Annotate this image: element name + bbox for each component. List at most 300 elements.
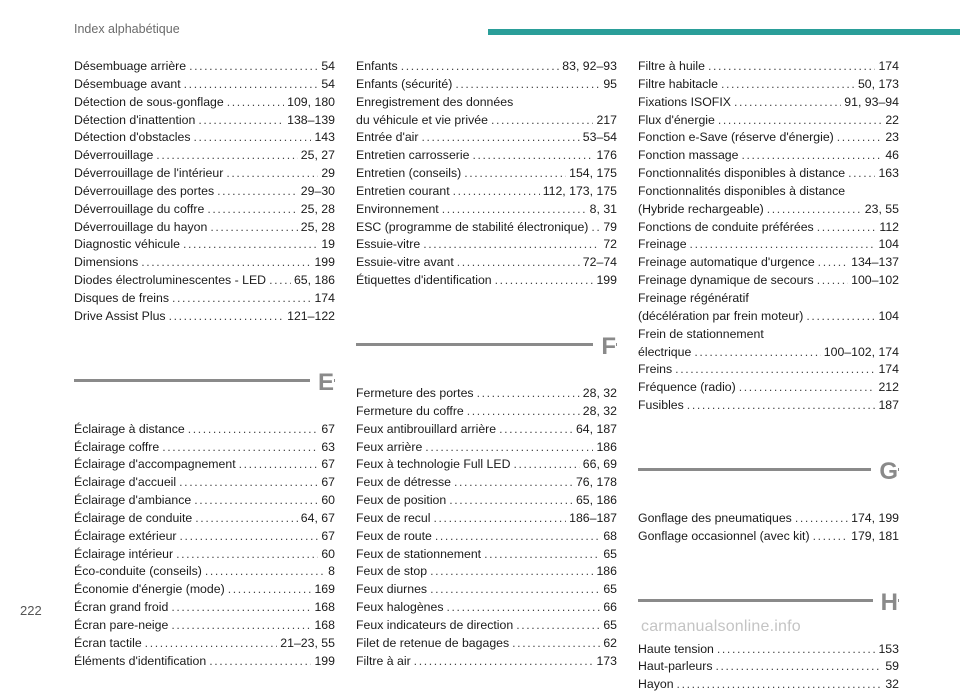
dot-leader	[227, 94, 284, 112]
dot-leader	[453, 183, 540, 201]
entry-term: Écran tactile	[74, 635, 142, 650]
entry-term: électrique	[638, 344, 692, 359]
entry-pages[interactable]: 54	[321, 59, 335, 73]
section-rule	[638, 599, 899, 602]
dot-leader	[442, 201, 587, 219]
entry-term: Étiquettes d'identification	[356, 273, 492, 288]
entry-term: Drive Assist Plus	[74, 308, 166, 323]
section-rule	[74, 379, 335, 382]
entry-pages[interactable]: 179, 181	[851, 528, 899, 543]
index-entry	[356, 474, 617, 492]
entry-pages[interactable]: 67	[321, 421, 335, 436]
entry-pages[interactable]: 22	[885, 112, 899, 127]
entry-pages[interactable]: 65	[603, 546, 617, 561]
dot-leader	[484, 546, 600, 564]
index-entry	[356, 385, 617, 403]
entry-term: Fusibles	[638, 398, 684, 413]
dot-leader	[734, 94, 841, 112]
entry-pages[interactable]: 174	[878, 362, 899, 377]
entry-term: Gonflage des pneumatiques	[638, 510, 792, 525]
dot-leader	[401, 58, 560, 76]
index-entry	[356, 183, 617, 201]
index-entry	[74, 510, 335, 528]
entry-pages[interactable]: 64, 187	[575, 421, 617, 436]
index-entry	[356, 563, 617, 581]
dot-leader	[198, 112, 284, 130]
index-entry	[356, 546, 617, 564]
entry-pages[interactable]: 143	[314, 130, 335, 145]
entry-pages[interactable]: 154, 175	[569, 166, 617, 181]
index-column-2	[356, 58, 617, 670]
index-entry	[638, 58, 899, 76]
index-entry	[74, 254, 335, 272]
index-entry-continued: Freinage régénératif	[638, 290, 749, 305]
index-entry	[638, 219, 899, 237]
entry-pages[interactable]: 72–74	[582, 255, 617, 270]
section-rule	[356, 343, 617, 346]
dot-leader	[708, 58, 875, 76]
index-entry	[74, 308, 335, 326]
section-letter: F	[593, 323, 616, 371]
dot-leader	[677, 676, 883, 694]
index-entry	[638, 308, 899, 326]
entry-pages[interactable]: 29	[321, 166, 335, 181]
entry-pages[interactable]: 173	[596, 653, 617, 668]
entry-pages[interactable]: 217	[596, 112, 617, 127]
entry-pages[interactable]: 28, 32	[582, 385, 617, 400]
entry-term: Essuie-vitre	[356, 237, 421, 252]
dot-leader	[739, 379, 876, 397]
dot-leader	[425, 439, 593, 457]
entry-term: Éco-conduite (conseils)	[74, 564, 202, 579]
index-entry-continued: Enregistrement des données	[356, 94, 514, 109]
dot-leader	[188, 421, 319, 439]
index-entry	[356, 254, 617, 272]
entry-term: Filet de retenue de bagages	[356, 635, 510, 650]
index-entry	[638, 528, 899, 546]
dot-leader	[454, 474, 573, 492]
entry-term: Feux halogènes	[356, 600, 444, 615]
index-entry	[74, 474, 335, 492]
index-entry	[638, 658, 899, 676]
index-entry	[356, 456, 617, 474]
index-entry	[74, 94, 335, 112]
index-entry	[638, 112, 899, 130]
index-entry	[74, 272, 335, 290]
entry-term: Feux de stop	[356, 564, 428, 579]
entry-pages[interactable]: 29–30	[300, 183, 335, 198]
entry-term: (Hybride rechargeable)	[638, 201, 764, 216]
section-letter: E	[310, 359, 334, 407]
entry-term: Fermeture du coffre	[356, 403, 464, 418]
entry-term: Filtre à huile	[638, 59, 705, 73]
entry-term: Détection de sous-gonflage	[74, 94, 224, 109]
entry-term: Fixations ISOFIX	[638, 94, 731, 109]
dot-leader	[848, 165, 875, 183]
dot-leader	[172, 290, 311, 308]
entry-term: Déverrouillage	[74, 148, 154, 163]
dot-leader	[467, 403, 580, 421]
index-entry	[638, 397, 899, 415]
dot-leader	[718, 112, 882, 130]
entry-pages[interactable]: 109, 180	[287, 94, 335, 109]
entry-pages[interactable]: 68	[603, 528, 617, 543]
index-entry	[74, 183, 335, 201]
dot-leader	[516, 617, 600, 635]
entry-pages[interactable]: 176	[596, 148, 617, 163]
index-entry	[356, 510, 617, 528]
entry-term: Fonctionnalités disponibles à distance	[638, 166, 846, 181]
entry-term: Économie d'énergie (mode)	[74, 582, 225, 597]
index-entry	[74, 492, 335, 510]
entry-term: Feux antibrouillard arrière	[356, 421, 497, 436]
index-entry	[356, 617, 617, 635]
dot-leader	[145, 635, 278, 653]
entry-term: Entrée d'air	[356, 130, 419, 145]
entry-term: Éclairage extérieur	[74, 528, 177, 543]
entry-term: Fonction e-Save (réserve d'énergie)	[638, 130, 834, 145]
entry-term: Feux à technologie Full LED	[356, 457, 511, 472]
index-entry	[638, 272, 899, 290]
index-entry-continued: Fonctionnalités disponibles à distance	[638, 183, 846, 198]
entry-pages[interactable]: 163	[878, 166, 899, 181]
dot-leader	[434, 510, 567, 528]
entry-term: Déverrouillage de l'intérieur	[74, 166, 224, 181]
section-letter: H	[873, 579, 898, 627]
entry-pages[interactable]: 212	[878, 380, 899, 395]
entry-pages[interactable]: 53–54	[582, 130, 617, 145]
entry-pages[interactable]: 8	[328, 564, 335, 579]
section-header-f	[356, 321, 617, 371]
dot-leader	[767, 201, 862, 219]
entry-term: Feux de position	[356, 493, 447, 508]
dot-leader	[721, 76, 855, 94]
entry-pages[interactable]: 21–23, 55	[280, 635, 335, 650]
section-letter: G	[871, 448, 898, 496]
entry-pages[interactable]: 168	[314, 617, 335, 632]
entry-pages[interactable]: 199	[596, 273, 617, 288]
entry-term: Écran pare-neige	[74, 617, 169, 632]
entry-pages[interactable]: 104	[878, 237, 899, 252]
dot-leader	[205, 563, 325, 581]
entry-term: Haut-parleurs	[638, 659, 713, 674]
dot-leader	[716, 658, 883, 676]
index-entry	[74, 599, 335, 617]
entry-pages[interactable]: 60	[321, 546, 335, 561]
dot-leader	[472, 147, 593, 165]
entry-pages[interactable]: 50, 173	[857, 76, 899, 91]
dot-leader	[217, 183, 298, 201]
dot-leader	[210, 219, 297, 237]
entry-pages[interactable]: 112, 173, 175	[542, 183, 617, 198]
entry-term: ESC (programme de stabilité électronique)	[356, 219, 589, 234]
entry-pages[interactable]: 174	[314, 290, 335, 305]
entry-term: Feux indicateurs de direction	[356, 617, 514, 632]
dot-leader	[423, 236, 600, 254]
entry-pages[interactable]: 60	[321, 493, 335, 508]
entry-term: du véhicule et vie privée	[356, 112, 488, 127]
entry-term: Enfants	[356, 59, 398, 73]
dot-leader	[741, 147, 882, 165]
entry-term: Diodes électroluminescentes - LED	[74, 273, 267, 288]
index-entry	[638, 676, 899, 694]
dot-leader	[687, 397, 876, 415]
dot-leader	[455, 76, 600, 94]
dot-leader	[171, 617, 311, 635]
entry-term: Freinage dynamique de secours	[638, 273, 814, 288]
index-entry	[356, 439, 617, 457]
dot-leader	[813, 528, 849, 546]
section-header-e	[74, 357, 335, 407]
entry-pages[interactable]: 23, 55	[864, 201, 899, 216]
index-entry	[638, 165, 899, 183]
dot-leader	[591, 219, 600, 237]
entry-pages[interactable]: 134–137	[851, 255, 899, 270]
index-entry	[356, 403, 617, 421]
dot-leader	[837, 129, 883, 147]
entry-pages[interactable]: 112	[879, 219, 899, 234]
section-rule	[638, 468, 899, 471]
index-entry	[356, 219, 617, 237]
index-entry	[74, 112, 335, 130]
index-entry	[638, 361, 899, 379]
entry-pages[interactable]: 46	[885, 148, 899, 163]
dot-leader	[176, 546, 318, 564]
entry-pages[interactable]: 62	[603, 635, 617, 650]
entry-term: Feux arrière	[356, 439, 423, 454]
entry-term: Éclairage d'ambiance	[74, 493, 192, 508]
index-entry	[356, 236, 617, 254]
dot-leader	[179, 474, 318, 492]
entry-term: Détection d'inattention	[74, 112, 196, 127]
dot-leader	[209, 653, 311, 671]
index-entry	[356, 528, 617, 546]
index-entry	[638, 76, 899, 94]
entry-pages[interactable]: 59	[885, 659, 899, 674]
entry-pages[interactable]: 64, 67	[300, 510, 335, 525]
entry-term: Déverrouillage du hayon	[74, 219, 208, 234]
index-entry	[74, 219, 335, 237]
entry-term: Éclairage de conduite	[74, 510, 193, 525]
entry-pages[interactable]: 104	[878, 308, 899, 323]
entry-term: Disques de freins	[74, 290, 170, 305]
dot-leader	[189, 58, 318, 76]
index-entry	[356, 653, 617, 671]
index-entry	[74, 439, 335, 457]
index-entry	[638, 379, 899, 397]
dot-leader	[207, 201, 297, 219]
index-entry	[638, 129, 899, 147]
entry-pages[interactable]: 19	[321, 237, 335, 252]
dot-leader	[162, 439, 318, 457]
entry-term: Écran grand froid	[74, 600, 169, 615]
entry-term: (décélération par frein moteur)	[638, 308, 804, 323]
entry-term: Dimensions	[74, 255, 139, 270]
entry-pages[interactable]: 91, 93–94	[844, 94, 899, 109]
index-entry	[638, 510, 899, 528]
index-entry	[74, 581, 335, 599]
dot-leader	[491, 112, 594, 130]
entry-term: Entretien carrosserie	[356, 148, 470, 163]
entry-pages[interactable]: 186–187	[569, 510, 617, 525]
index-entry	[356, 635, 617, 653]
index-entry	[356, 147, 617, 165]
entry-pages[interactable]: 65, 186	[575, 493, 617, 508]
dot-leader	[141, 254, 311, 272]
entry-pages[interactable]: 153	[878, 641, 899, 656]
entry-pages[interactable]: 138–139	[287, 112, 335, 127]
index-entry	[74, 653, 335, 671]
entry-pages[interactable]: 121–122	[287, 308, 335, 323]
index-entry-continued: Frein de stationnement	[638, 326, 764, 341]
index-entry	[74, 528, 335, 546]
entry-pages[interactable]: 174, 199	[851, 510, 899, 525]
entry-term: Entretien (conseils)	[356, 166, 462, 181]
dot-leader	[457, 254, 580, 272]
index-entry	[74, 76, 335, 94]
entry-pages[interactable]: 25, 28	[300, 219, 335, 234]
entry-pages[interactable]: 76, 178	[575, 475, 617, 490]
index-entry	[74, 147, 335, 165]
watermark: carmanualsonline.info	[641, 618, 801, 635]
dot-leader	[414, 653, 594, 671]
dot-leader	[194, 129, 312, 147]
entry-pages[interactable]: 63	[321, 439, 335, 454]
entry-pages[interactable]: 169	[314, 582, 335, 597]
dot-leader	[512, 635, 600, 653]
index-entry	[356, 421, 617, 439]
entry-term: Éclairage d'accueil	[74, 475, 177, 490]
entry-term: Feux de recul	[356, 510, 431, 525]
index-column-1	[74, 58, 335, 670]
index-entry	[638, 201, 899, 219]
entry-term: Éclairage intérieur	[74, 546, 174, 561]
entry-pages[interactable]: 66	[603, 600, 617, 615]
entry-pages[interactable]: 23	[885, 130, 899, 145]
entry-pages[interactable]: 25, 27	[300, 148, 335, 163]
entry-term: Feux de route	[356, 528, 432, 543]
index-entry	[356, 272, 617, 290]
entry-term: Feux de détresse	[356, 475, 452, 490]
dot-leader	[435, 528, 600, 546]
entry-term: Essuie-vitre avant	[356, 255, 454, 270]
header-accent-bar	[488, 29, 960, 35]
entry-term: Désembuage arrière	[74, 59, 187, 73]
dot-leader	[694, 344, 820, 362]
entry-term: Éléments d'identification	[74, 653, 207, 668]
entry-pages[interactable]: 168	[314, 600, 335, 615]
dot-leader	[194, 492, 318, 510]
entry-pages[interactable]: 28, 32	[582, 403, 617, 418]
entry-pages[interactable]: 67	[321, 528, 335, 543]
dot-leader	[818, 254, 848, 272]
entry-term: Hayon	[638, 677, 674, 692]
entry-pages[interactable]: 72	[603, 237, 617, 252]
dot-leader	[817, 272, 848, 290]
entry-pages[interactable]: 65	[603, 582, 617, 597]
index-entry	[74, 165, 335, 183]
dot-leader	[226, 165, 318, 183]
entry-pages[interactable]: 186	[596, 439, 617, 454]
index-entry	[356, 599, 617, 617]
entry-pages[interactable]: 65, 186	[293, 273, 335, 288]
entry-pages[interactable]: 100–102, 174	[823, 344, 899, 359]
dot-leader	[171, 599, 311, 617]
entry-pages[interactable]: 187	[878, 398, 899, 413]
page-number: 222	[20, 603, 42, 618]
index-entry	[74, 129, 335, 147]
entry-pages[interactable]: 95	[603, 76, 617, 91]
entry-pages[interactable]: 186	[596, 564, 617, 579]
entry-pages[interactable]: 32	[885, 677, 899, 692]
index-entry	[356, 129, 617, 147]
entry-pages[interactable]: 199	[314, 653, 335, 668]
entry-pages[interactable]: 199	[314, 255, 335, 270]
entry-term: Freins	[638, 362, 673, 377]
entry-pages[interactable]: 25, 28	[300, 201, 335, 216]
index-entry	[638, 344, 899, 362]
dot-leader	[195, 510, 298, 528]
entry-pages[interactable]: 54	[321, 76, 335, 91]
dot-leader	[690, 236, 876, 254]
dot-leader	[449, 492, 573, 510]
index-entry	[356, 581, 617, 599]
dot-leader	[513, 456, 579, 474]
index-entry	[74, 58, 335, 76]
entry-term: Éclairage à distance	[74, 421, 185, 436]
index-entry	[638, 254, 899, 272]
index-column-3	[638, 58, 899, 694]
dot-leader	[806, 308, 875, 326]
entry-pages[interactable]: 83, 92–93	[562, 59, 617, 73]
entry-pages[interactable]: 100–102	[851, 273, 899, 288]
dot-leader	[499, 421, 573, 439]
dot-leader	[228, 581, 312, 599]
entry-term: Feux de stationnement	[356, 546, 482, 561]
entry-pages[interactable]: 174	[878, 59, 899, 73]
dot-leader	[156, 147, 298, 165]
index-entry	[74, 456, 335, 474]
entry-pages[interactable]: 66, 69	[582, 457, 617, 472]
entry-pages[interactable]: 65	[603, 617, 617, 632]
index-entry	[74, 635, 335, 653]
entry-pages[interactable]: 79	[603, 219, 617, 234]
dot-leader	[183, 236, 318, 254]
index-entry	[356, 112, 617, 130]
entry-pages[interactable]: 8, 31	[589, 201, 617, 216]
index-entry	[356, 201, 617, 219]
index-entry	[74, 617, 335, 635]
entry-term: Fréquence (radio)	[638, 380, 736, 395]
entry-term: Freinage	[638, 237, 687, 252]
section-header-g	[638, 446, 899, 496]
entry-pages[interactable]: 67	[321, 475, 335, 490]
entry-pages[interactable]: 67	[321, 457, 335, 472]
index-entry	[74, 201, 335, 219]
index-entry	[74, 421, 335, 439]
dot-leader	[169, 308, 285, 326]
dot-leader	[184, 76, 319, 94]
index-entry	[356, 58, 617, 76]
index-entry	[74, 236, 335, 254]
dot-leader	[239, 456, 319, 474]
dot-leader	[180, 528, 319, 546]
dot-leader	[269, 272, 291, 290]
entry-term: Filtre habitacle	[638, 76, 718, 91]
index-entry	[638, 641, 899, 659]
dot-leader	[675, 361, 875, 379]
index-entry	[356, 76, 617, 94]
